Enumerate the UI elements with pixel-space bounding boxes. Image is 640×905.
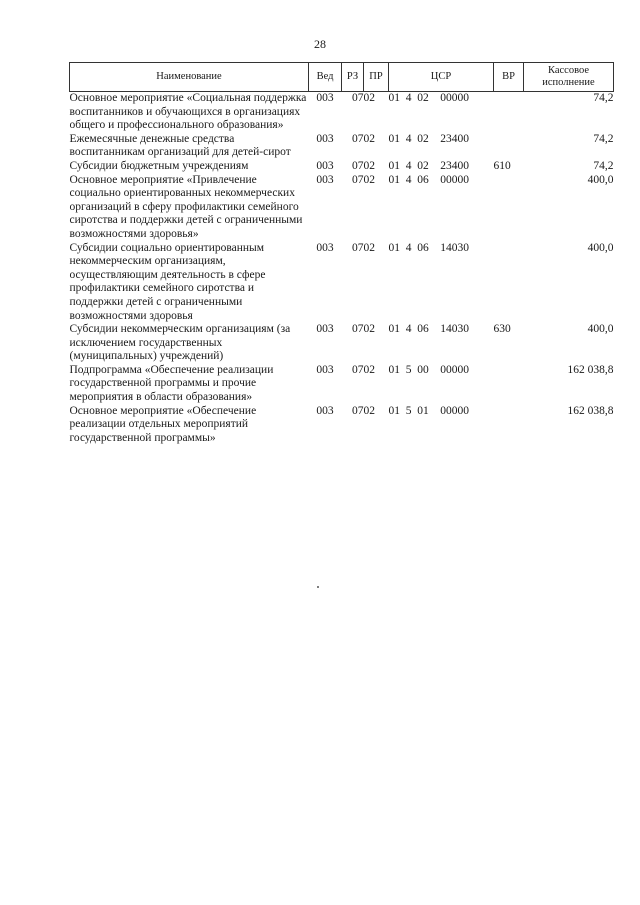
cell-vr <box>494 133 524 160</box>
cell-csr: 01 4 06 14030 <box>388 241 469 254</box>
cell-csr: 01 4 02 00000 <box>388 92 469 104</box>
cell-vr <box>494 405 524 446</box>
header-pr: ПР <box>364 63 389 92</box>
cell-vr <box>494 364 524 405</box>
header-ved: Вед <box>309 63 342 92</box>
cell-ved: 003 <box>316 323 334 336</box>
budget-execution-table <box>69 62 614 445</box>
cell-csr: 01 4 02 23400 <box>388 132 469 145</box>
cell-rz: 07 <box>352 92 364 104</box>
cell-name: Подпрограмма «Обеспечение реализации государственной программы и прочие мероприятия в области образования» <box>69 363 274 404</box>
cell-amount: 400,0 <box>587 241 614 254</box>
cell-pr: 02 <box>363 159 375 172</box>
cell-rz: 07 <box>352 363 364 376</box>
cell-vr: 610 <box>493 159 511 172</box>
table-row <box>70 133 614 160</box>
cell-vr: 630 <box>493 323 511 336</box>
header-name: Наименование <box>70 63 309 92</box>
cell-csr: 01 4 06 00000 <box>388 173 469 186</box>
table-row <box>70 364 614 405</box>
cell-pr: 02 <box>363 132 375 145</box>
cell-ved: 003 <box>316 241 334 254</box>
cell-amount: 400,0 <box>587 173 614 186</box>
cell-rz: 07 <box>352 159 364 172</box>
header-amount: Кассовое исполнение <box>524 63 614 92</box>
cell-ved: 003 <box>316 404 334 417</box>
cell-pr: 02 <box>363 323 375 336</box>
cell-csr: 01 4 02 23400 <box>388 159 469 172</box>
cell-pr: 02 <box>363 363 375 376</box>
cell-vr <box>494 174 524 242</box>
table-row <box>70 92 614 133</box>
cell-ved: 003 <box>316 173 334 186</box>
cell-amount: 162 038,8 <box>567 363 614 376</box>
cell-name: Субсидии социально ориентированным некоммерческим организациям, осуществляющим деятельность в сфере профилактики семейного сиротства и поддержки детей с ограниченными возможностями здоровья <box>69 241 266 322</box>
header-vr: ВР <box>494 63 524 92</box>
cell-pr: 02 <box>363 241 375 254</box>
table-row <box>70 323 614 364</box>
table-row <box>70 242 614 324</box>
cell-name: Ежемесячные денежные средства воспитанникам организаций для детей-сирот <box>69 132 291 159</box>
cell-name: Основное мероприятие «Обеспечение реализации отдельных мероприятий государственной программы» <box>69 404 257 444</box>
page-number: 28 <box>314 37 326 51</box>
cell-amount: 74,2 <box>593 92 614 104</box>
cell-csr: 01 5 00 00000 <box>388 363 469 376</box>
header-rz: РЗ <box>342 63 364 92</box>
cell-pr: 02 <box>363 404 375 417</box>
cell-rz: 07 <box>352 241 364 254</box>
table-row <box>70 174 614 242</box>
cell-rz: 07 <box>352 404 364 417</box>
cell-csr: 01 4 06 14030 <box>388 323 469 336</box>
table-row <box>70 160 614 174</box>
cell-ved: 003 <box>316 159 334 172</box>
cell-ved: 003 <box>316 132 334 145</box>
cell-amount: 74,2 <box>593 132 614 145</box>
cell-name: Субсидии бюджетным учреждениям <box>69 159 249 172</box>
cell-rz: 07 <box>352 173 364 186</box>
table-header-row <box>70 63 614 92</box>
cell-vr <box>494 242 524 324</box>
cell-rz: 07 <box>352 132 364 145</box>
cell-name: Основное мероприятие «Привлечение социально ориентированных некоммерческих организаций в сферу профилактики семейного сиротства и поддержки детей с ограниченными возможностями здоровья» <box>69 173 303 240</box>
header-csr: ЦСР <box>389 63 494 92</box>
table-row <box>70 405 614 446</box>
cell-ved: 003 <box>316 92 334 104</box>
cell-pr: 02 <box>363 173 375 186</box>
scan-speck <box>317 586 319 588</box>
cell-rz: 07 <box>352 323 364 336</box>
cell-amount: 74,2 <box>593 159 614 172</box>
cell-name: Субсидии некоммерческим организациям (за исключением государственных (муниципальных) учреждений) <box>69 323 291 363</box>
cell-amount: 400,0 <box>587 323 614 336</box>
cell-name: Основное мероприятие «Социальная поддержка воспитанников и обучающихся в организациях общего и профессионального образования» <box>69 92 307 132</box>
cell-amount: 162 038,8 <box>567 404 614 417</box>
cell-pr: 02 <box>363 92 375 104</box>
cell-csr: 01 5 01 00000 <box>388 404 469 417</box>
cell-ved: 003 <box>316 363 334 376</box>
cell-vr <box>494 92 524 133</box>
